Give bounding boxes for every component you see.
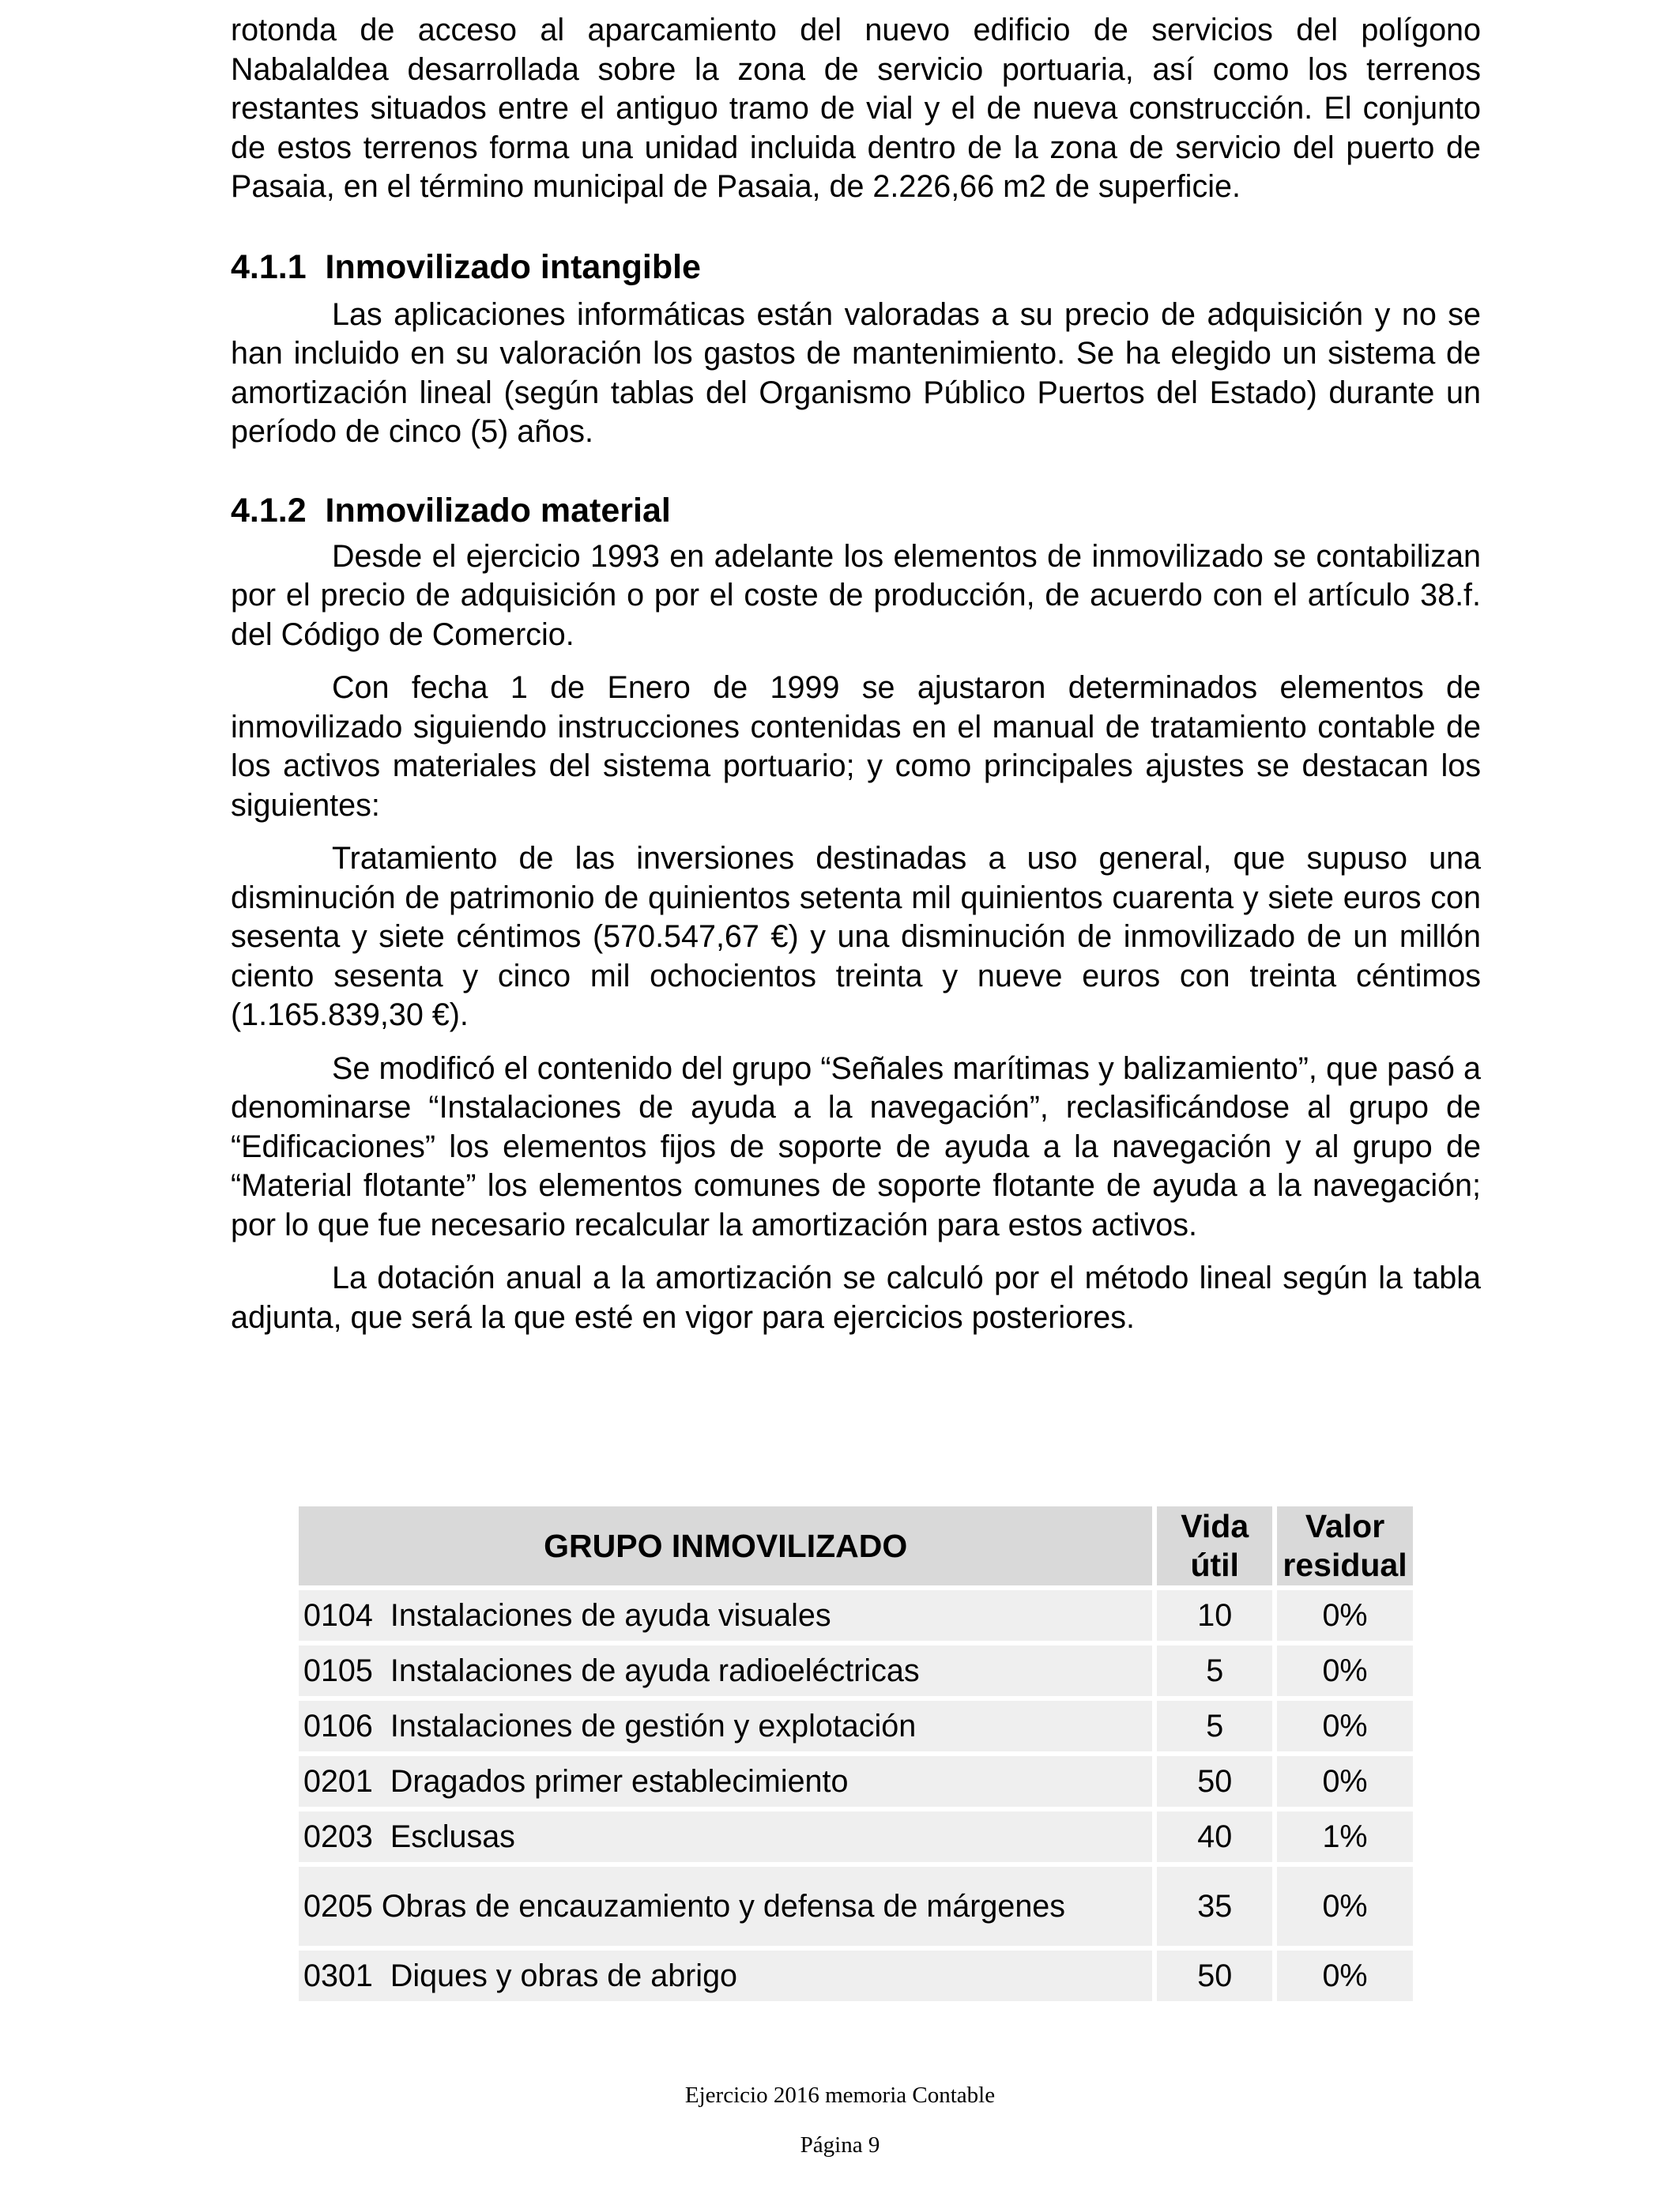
row-residual-value: 0% (1277, 1951, 1413, 2001)
row-code: 0205 (303, 1888, 373, 1924)
header-residual-value (1277, 1506, 1413, 1585)
row-useful-life: 35 (1157, 1867, 1272, 1946)
header-residual-value-line1: Valor (1305, 1508, 1385, 1544)
paragraph-software: Las aplicaciones informáticas están valoradas a su precio de adquisición y no se han incluido en su valoración los gastos de mantenimiento. Se ha elegido un sistema de amortización lineal (según tablas del Organismo Público Puertos del Estado) durante un período de cinco (5) años. (231, 296, 1481, 449)
table-row (299, 1701, 1413, 1751)
row-useful-life: 5 (1157, 1646, 1272, 1696)
row-name: Obras de encauzamiento y defensa de márgenes (381, 1888, 1066, 1924)
row-group-cell (299, 1811, 1152, 1862)
row-residual-value: 0% (1277, 1756, 1413, 1807)
table-row (299, 1867, 1413, 1946)
depreciation-table (294, 1502, 1418, 2006)
header-group: GRUPO INMOVILIZADO (299, 1506, 1152, 1585)
row-group-cell (299, 1756, 1152, 1807)
row-useful-life: 40 (1157, 1811, 1272, 1862)
page-number: Página 9 (800, 2132, 880, 2158)
row-residual-value: 0% (1277, 1867, 1413, 1946)
header-useful-life-line1: Vida (1181, 1508, 1249, 1544)
row-residual-value: 0% (1277, 1701, 1413, 1751)
paragraph-adjustments-1999: Con fecha 1 de Enero de 1999 se ajustaron determinados elementos de inmovilizado siguiendo instrucciones contenidas en el manual de tratamiento contable de los activos materiales del sistema portuario; y como principales ajustes se destacan los siguientes: (231, 670, 1481, 823)
row-name: Instalaciones de ayuda visuales (390, 1597, 831, 1633)
section-heading-tangible-assets: 4.1.2 Inmovilizado material (231, 491, 671, 530)
row-group-cell (299, 1867, 1152, 1946)
row-group-cell (299, 1951, 1152, 2001)
row-residual-value: 0% (1277, 1646, 1413, 1696)
row-code: 0105 (303, 1653, 373, 1688)
row-code: 0104 (303, 1597, 373, 1633)
footer-title: Ejercicio 2016 memoria Contable (684, 2083, 996, 2108)
table-header-row (299, 1506, 1413, 1585)
table-row (299, 1811, 1413, 1862)
paragraph-annual-depreciation: La dotación anual a la amortización se calculó por el método lineal según la tabla adjunta, que será la que esté en vigor para ejercicios posteriores. (231, 1261, 1481, 1335)
row-useful-life: 50 (1157, 1756, 1272, 1807)
paragraph-land-description: rotonda de acceso al aparcamiento del nuevo edificio de servicios del polígono Nabalaldea desarrollada sobre la zona de servicio portuaria, así como los terrenos restantes situados entre el antiguo tramo de vial y el de nueva construcción. El conjunto de estos terrenos forma una unidad incluida dentro de la zona de servicio del puerto de Pasaia, en el término municipal de Pasaia, de 2.226,66 m2 de superficie. (231, 13, 1481, 204)
paragraph-general-use-investments: Tratamiento de las inversiones destinadas a uso general, que supuso una disminución de patrimonio de quinientos setenta mil quinientos cuarenta y siete euros con sesenta y siete céntimos (570.547,67 €) y una disminución de inmovilizado de un millón ciento sesenta y cinco mil ochocientos treinta y nueve euros con treinta céntimos (1.165.839,30 €). (231, 841, 1481, 1032)
header-useful-life-line2: útil (1190, 1547, 1239, 1583)
row-name: Dragados primer establecimiento (390, 1763, 849, 1799)
row-residual-value: 0% (1277, 1590, 1413, 1641)
row-code: 0106 (303, 1708, 373, 1744)
table-row (299, 1756, 1413, 1807)
row-name: Esclusas (390, 1819, 515, 1854)
table-row (299, 1646, 1413, 1696)
row-name: Diques y obras de abrigo (390, 1958, 738, 1993)
table-row (299, 1590, 1413, 1641)
row-group-cell (299, 1701, 1152, 1751)
row-group-cell (299, 1646, 1152, 1696)
table-row (299, 1951, 1413, 2001)
section-heading-intangible-assets: 4.1.1 Inmovilizado intangible (231, 247, 701, 286)
paragraph-acquisition-cost: Desde el ejercicio 1993 en adelante los elementos de inmovilizado se contabilizan por el precio de adquisición o por el coste de producción, de acuerdo con el artículo 38.f. del Código de Comercio. (231, 538, 1481, 652)
row-name: Instalaciones de ayuda radioeléctricas (390, 1653, 920, 1688)
row-group-cell (299, 1590, 1152, 1641)
row-code: 0203 (303, 1819, 373, 1854)
row-useful-life: 50 (1157, 1951, 1272, 2001)
header-residual-value-line2: residual (1283, 1547, 1407, 1583)
row-useful-life: 5 (1157, 1701, 1272, 1751)
row-name: Instalaciones de gestión y explotación (390, 1708, 917, 1744)
row-residual-value: 1% (1277, 1811, 1413, 1862)
row-code: 0301 (303, 1958, 373, 1993)
page-body (231, 11, 1481, 1337)
row-code: 0201 (303, 1763, 373, 1799)
paragraph-maritime-signals: Se modificó el contenido del grupo “Señales marítimas y balizamiento”, que pasó a denominarse “Instalaciones de ayuda a la navegación”, reclasificándose al grupo de “Edificaciones” los elementos fijos de soporte de ayuda a la navegación y al grupo de “Material flotante” los elementos comunes de soporte flotante de ayuda a la navegación; por lo que fue necesario recalcular la amortización para estos activos. (231, 1050, 1481, 1242)
row-useful-life: 10 (1157, 1590, 1272, 1641)
header-useful-life (1157, 1506, 1272, 1585)
